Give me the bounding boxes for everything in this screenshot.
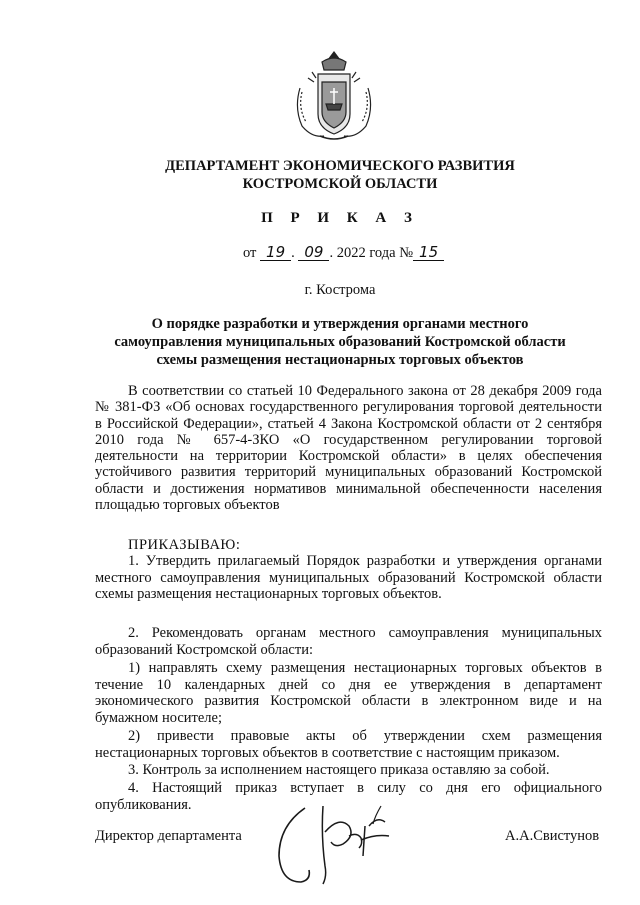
date-line: от 19 . 09 . 2022 года № 15 xyxy=(243,245,444,262)
item-2-1: 1) направлять схему размещения нестационарных торговых объектов в течение 10 календарных дней со дня ее утверждения в департамент экономического развития Костромской области в электронном виде и на бумажном носителе; xyxy=(95,660,602,726)
department-name-line1: ДЕПАРТАМЕНТ ЭКОНОМИЧЕСКОГО РАЗВИТИЯ xyxy=(165,158,515,174)
item-2-2: 2) привести правовые акты об утверждении схем размещения нестационарных торговых объектов в соответствие с настоящим приказом. xyxy=(95,728,602,761)
item-3: 3. Контроль за исполнением настоящего приказа оставляю за собой. xyxy=(128,762,550,778)
date-prefix: от xyxy=(243,245,257,261)
order-word: ПРИКАЗЫВАЮ: xyxy=(128,537,241,553)
item-4: 4. Настоящий приказ вступает в силу со дня его официального опубликования. xyxy=(95,780,602,813)
item-2: 2. Рекомендовать органам местного самоуправления муниципальных образований Костромской области: xyxy=(95,625,602,658)
date-month: 09 xyxy=(298,245,329,261)
title-line3: схемы размещения нестационарных торговых объектов xyxy=(156,352,524,368)
date-year-text: 2022 года № xyxy=(336,245,414,261)
order-number: 15 xyxy=(413,245,444,261)
title-line2: самоуправления муниципальных образований Костромской области xyxy=(114,334,566,350)
coat-of-arms-icon xyxy=(292,48,376,144)
city: г. Кострома xyxy=(304,282,376,298)
department-name-line2: КОСТРОМСКОЙ ОБЛАСТИ xyxy=(242,176,438,192)
handwritten-signature-icon xyxy=(265,786,405,896)
document-type: П Р И К А З xyxy=(261,210,419,226)
item-1: 1. Утвердить прилагаемый Порядок разработки и утверждения органами местного самоуправления муниципальных образований Костромской области схемы размещения нестационарных торговых объектов. xyxy=(95,553,602,602)
preamble-paragraph: В соответствии со статьей 10 Федерального закона от 28 декабря 2009 года № 381-ФЗ «Об основах государственного регулирования торговой деятельности в Российской Федерации», статьей 4 Закона Костромской области от 2 сентября 2010 года № 657-4-ЗКО «О государственном регулировании торговой деятельности на территории Костромской области» в целях обеспечения устойчивого развития территорий муниципальных образований Костромской области и достижения нормативов минимальной обеспеченности населения площадью торговых объектов xyxy=(95,383,602,514)
title-line1: О порядке разработки и утверждения органами местного xyxy=(151,316,529,332)
signature-name: А.А.Свистунов xyxy=(505,828,600,844)
signature-role: Директор департамента xyxy=(95,828,242,844)
date-day: 19 xyxy=(260,245,291,261)
